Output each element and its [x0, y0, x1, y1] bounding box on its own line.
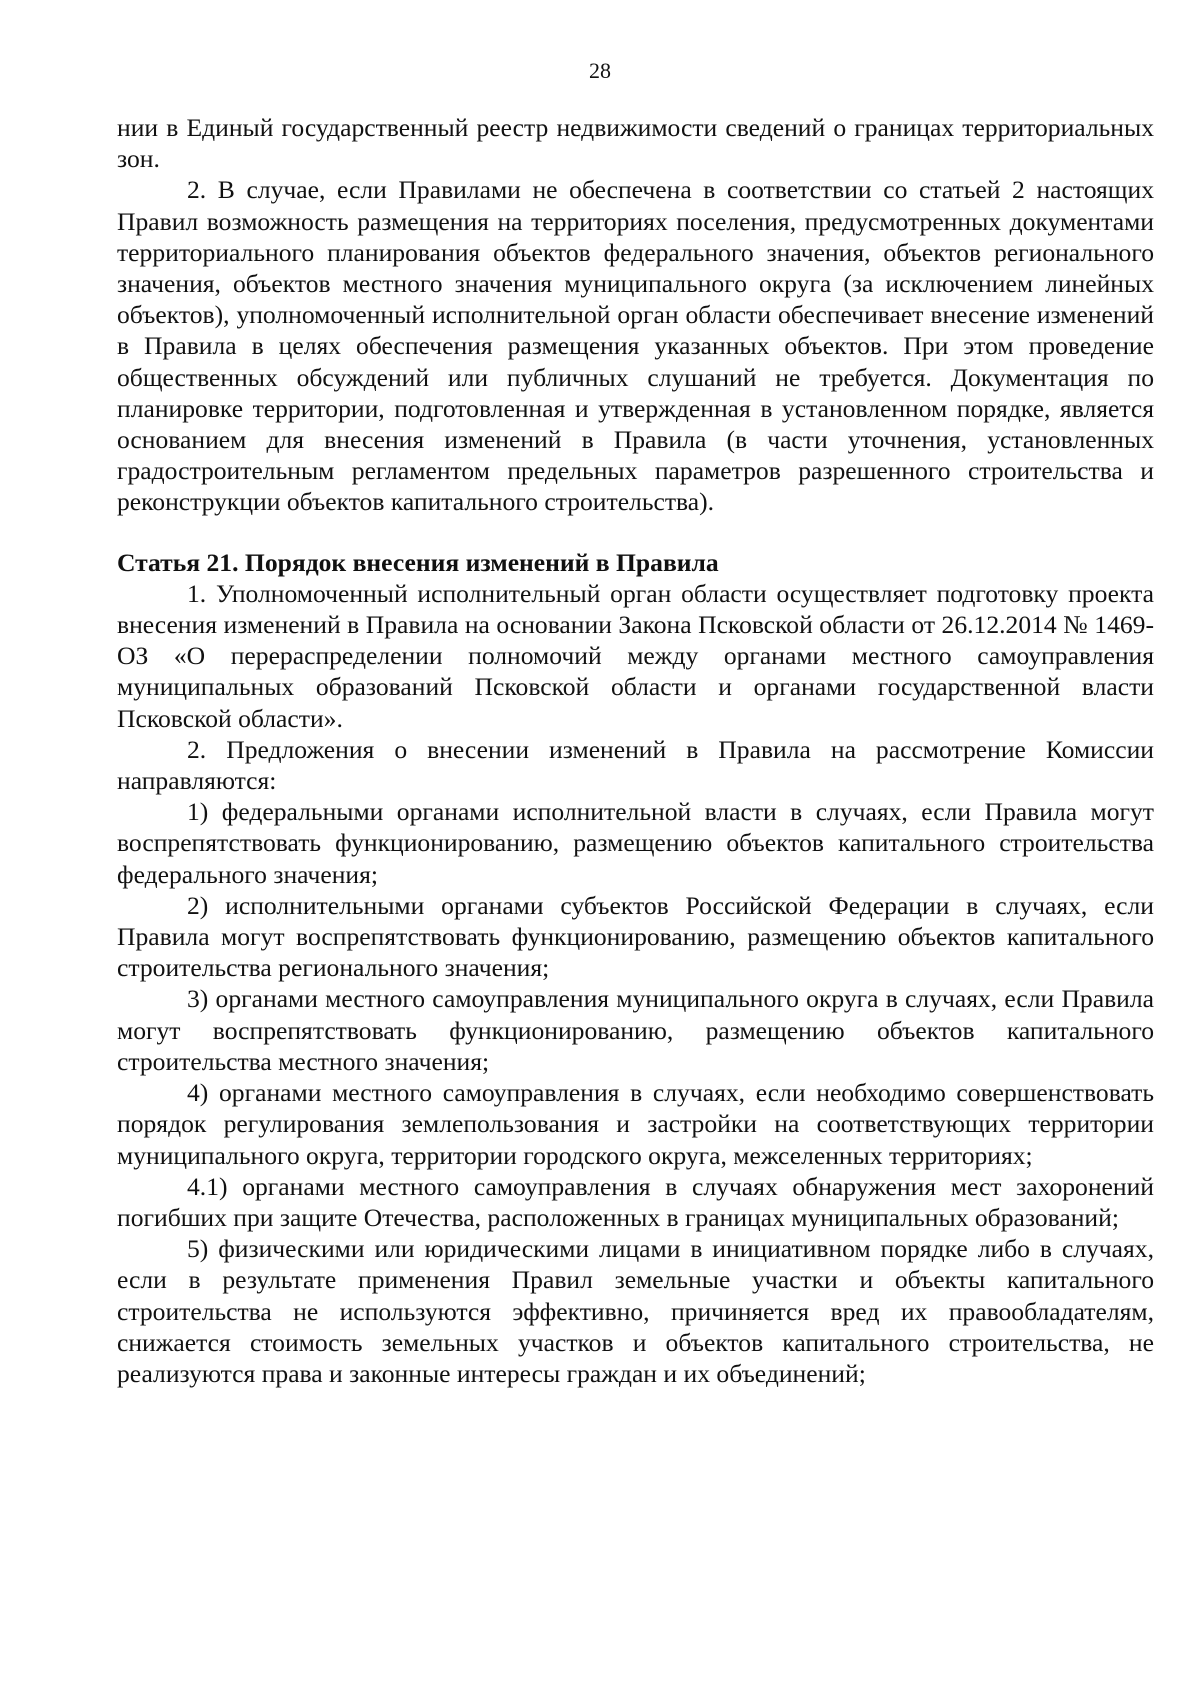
page-number: 28: [589, 58, 611, 83]
paragraph-article-item-2: 2. Предложения о внесении изменений в Правила на рассмотрение Комиссии направляются:: [117, 734, 1154, 796]
list-item-2: 2) исполнительными органами субъектов Российской Федерации в случаях, если Правила могут воспрепятствовать функционированию, размещению объектов капитального строительства регионального значения;: [117, 890, 1154, 983]
list-item-3: 3) органами местного самоуправления муниципального округа в случаях, если Правила могут воспрепятствовать функционированию, размещению объектов капитального строительства местного значения;: [117, 984, 1154, 1076]
list-item-4: 4) органами местного самоуправления в случаях, если необходимо совершенствовать порядок регулирования землепользования и застройки на соответствующих территории муниципального округа, территории городского округа, межселенных территориях;: [117, 1078, 1154, 1170]
paragraph-continuation: нии в Единый государственный реестр недвижимости сведений о границах территориальных зон.: [117, 113, 1154, 174]
list-item-5: 5) физическими или юридическими лицами в инициативном порядке либо в случаях, если в результате применения Правил земельные участки и объекты капитального строительства не используются эффективно, причиняется вред их правообладателям, снижается стоимость земельных участков и объектов капитального строительства, не реализуются права и законные интересы граждан и их объединений;: [117, 1234, 1154, 1388]
article-heading: Статья 21. Порядок внесения изменений в Правила: [117, 547, 719, 577]
paragraph-item-2: 2. В случае, если Правилами не обеспечена в соответствии со статьей 2 настоящих Правил возможность размещения на территориях поселения, предусмотренных документами территориального планирования объектов федерального значения, объектов регионального значения, объектов местного значения муниципального округа (за исключением линейных объектов), уполномоченный исполнительной орган области обеспечивает внесение изменений в Правила в целях обеспечения размещения указанных объектов. При этом проведение общественных обсуждений или публичных слушаний не требуется. Документация по планировке территории, подготовленная и утвержденная в установленном порядке, является основанием для внесения изменений в Правила (в части уточнения, установленных градостроительным регламентом предельных параметров разрешенного строительства и реконструкции объектов капитального строительства).: [117, 175, 1154, 517]
paragraph-article-item-1: 1. Уполномоченный исполнительный орган области осуществляет подготовку проекта внесения изменений в Правила на основании Закона Псковской области от 26.12.2014 № 1469-ОЗ «О перераспределении полномочий между органами местного самоуправления муниципальных образований Псковской области и органами государственной власти Псковской области».: [117, 578, 1154, 733]
list-item-1: 1) федеральными органами исполнительной власти в случаях, если Правила могут воспрепятствовать функционированию, размещению объектов капитального строительства федерального значения;: [117, 797, 1154, 889]
list-item-4-1: 4.1) органами местного самоуправления в случаях обнаружения мест захоронений погибших при защите Отечества, расположенных в границах муниципальных образований;: [117, 1171, 1154, 1232]
document-body: [117, 112, 1154, 1389]
